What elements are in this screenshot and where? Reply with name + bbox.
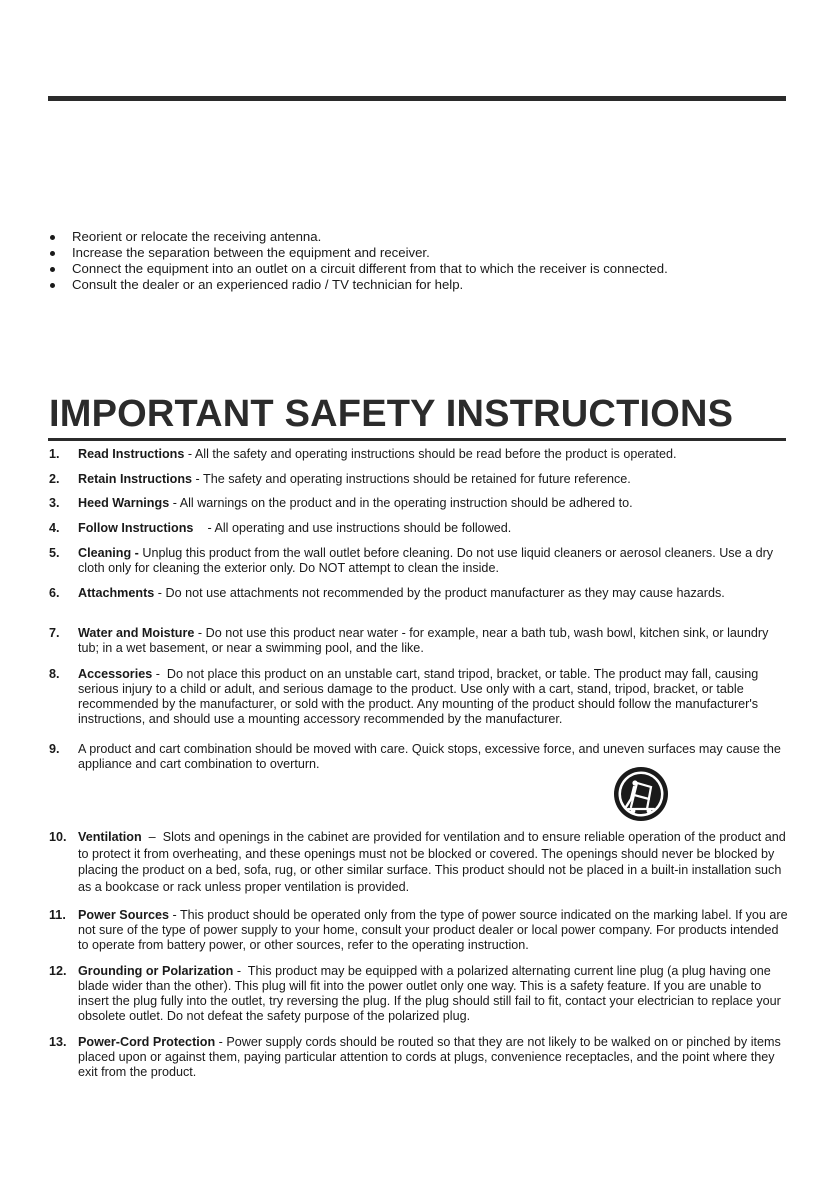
item-number: 5. <box>49 546 60 560</box>
item-term: Heed Warnings <box>78 496 170 510</box>
cart-tip-over-warning-icon <box>607 765 675 823</box>
item-number: 9. <box>49 742 60 756</box>
item-text: The safety and operating instructions should be retained for future reference. <box>203 472 631 486</box>
list-item <box>49 1035 789 1080</box>
item-number: 3. <box>49 496 60 510</box>
list-item: Increase the separation between the equipment and receiver. <box>48 245 668 261</box>
item-text: Do not use attachments not recommended by the product manufacturer as they may cause hazards. <box>165 586 725 600</box>
item-number: 4. <box>49 521 60 535</box>
list-item <box>49 829 789 895</box>
item-separator: - <box>215 1035 227 1049</box>
list-item <box>49 908 789 953</box>
list-item: Connect the equipment into an outlet on a circuit different from that to which the receiver is connected. <box>48 261 668 277</box>
item-separator: - <box>193 521 215 535</box>
item-number: 13. <box>49 1035 67 1049</box>
item-text: This product should be operated only from the type of power source indicated on the marking label. If you are not sure of the type of power supply to your home, consult your product dealer or local power company. For products intended to operate from battery power, or other sources, refer to the operating instruction. <box>78 908 788 952</box>
fcc-tips-list <box>48 229 668 293</box>
item-term: Power-Cord Protection <box>78 1035 216 1049</box>
item-separator: - <box>169 908 180 922</box>
item-separator: - <box>192 472 204 486</box>
item-text: Slots and openings in the cabinet are provided for ventilation and to ensure reliable operation of the product and to protect it from overheating, and these openings must not be blocked or covered. The openings should never be blocked by placing the product on a bed, sofa, rug, or other similar surface. This product should not be placed in a built-in installation such as a bookcase or rack unless proper ventilation is provided. <box>78 830 786 894</box>
item-term: Water and Moisture <box>78 626 195 640</box>
item-separator: - <box>169 496 180 510</box>
item-term: Ventilation <box>78 830 142 844</box>
item-number: 8. <box>49 667 60 681</box>
item-term: Attachments <box>78 586 155 600</box>
list-item <box>49 496 789 511</box>
list-item <box>49 742 789 772</box>
list-item: Consult the dealer or an experienced radio / TV technician for help. <box>48 277 668 293</box>
item-text: Do not place this product on an unstable cart, stand tripod, bracket, or table. The product may fall, causing serious injury to a child or adult, and serious damage to the product. Use only with a cart, stand, tripod, bracket, or table recommended by the manufacturer, or sold with the product. Any mounting of the product should follow the manufacturer's instructions, and should use a mounting accessory recommended by the manufacturer. <box>78 667 759 726</box>
item-term: Read Instructions <box>78 447 185 461</box>
item-number: 7. <box>49 626 60 640</box>
item-number: 11. <box>49 908 66 922</box>
item-term: Grounding or Polarization <box>78 964 234 978</box>
item-number: 6. <box>49 586 60 600</box>
list-item: Reorient or relocate the receiving antenna. <box>48 229 668 245</box>
item-text: Unplug this product from the wall outlet before cleaning. Do not use liquid cleaners or aerosol cleaners. Use a dry cloth only for cleaning the exterior only. Do NOT attempt to clean the inside. <box>78 546 774 575</box>
bullet-icon <box>50 235 55 240</box>
item-term: Cleaning - <box>78 546 139 560</box>
list-item <box>49 546 789 576</box>
list-item <box>49 964 789 1024</box>
list-item <box>49 447 789 462</box>
item-text: This product may be equipped with a polarized alternating current line plug (a plug having one blade wider than the other). This plug will fit into the power outlet only one way. This is a safety feature. If you are unable to insert the plug fully into the outlet, try reversing the plug. If the plug should still fail to fit, contact your electrician to replace your obsolete outlet. Do not defeat the safety purpose of the polarized plug. <box>78 964 781 1023</box>
item-number: 12. <box>49 964 67 978</box>
bullet-icon <box>50 267 55 272</box>
item-text: A product and cart combination should be moved with care. Quick stops, excessive force, and uneven surfaces may cause the appliance and cart combination to overturn. <box>78 742 781 771</box>
page-title: IMPORTANT SAFETY INSTRUCTIONS <box>49 393 734 435</box>
item-number: 10. <box>49 830 67 844</box>
bullet-icon <box>50 283 55 288</box>
item-number: 1. <box>49 447 60 461</box>
item-term: Retain Instructions <box>78 472 193 486</box>
item-separator: - <box>233 964 248 978</box>
list-item <box>49 626 789 656</box>
item-separator: - <box>152 667 167 681</box>
top-divider <box>48 96 786 101</box>
item-separator: - <box>194 626 206 640</box>
item-number: 2. <box>49 472 60 486</box>
list-item <box>49 667 789 727</box>
item-separator: - <box>184 447 195 461</box>
list-item <box>49 521 789 536</box>
item-separator: - <box>154 586 166 600</box>
list-item <box>49 586 789 601</box>
item-term: Power Sources <box>78 908 169 922</box>
item-text: All operating and use instructions should be followed. <box>214 521 512 535</box>
item-text: Power supply cords should be routed so that they are not likely to be walked on or pinched by items placed upon or against them, paying particular attention to cords at plugs, convenience receptacles, and the point where they exit from the product. <box>78 1035 781 1079</box>
item-text: All the safety and operating instructions should be read before the product is operated. <box>194 447 677 461</box>
item-text: All warnings on the product and in the operating instruction should be adhered to. <box>179 496 633 510</box>
list-item <box>49 472 789 487</box>
item-separator: – <box>141 830 163 844</box>
item-text: Do not use this product near water - for example, near a bath tub, wash bowl, kitchen sink, or laundry tub; in a wet basement, or near a swimming pool, and the like. <box>78 626 769 655</box>
title-underline <box>48 438 786 441</box>
item-term: Follow Instructions <box>78 521 194 535</box>
item-term: Accessories <box>78 667 153 681</box>
bullet-icon <box>50 251 55 256</box>
